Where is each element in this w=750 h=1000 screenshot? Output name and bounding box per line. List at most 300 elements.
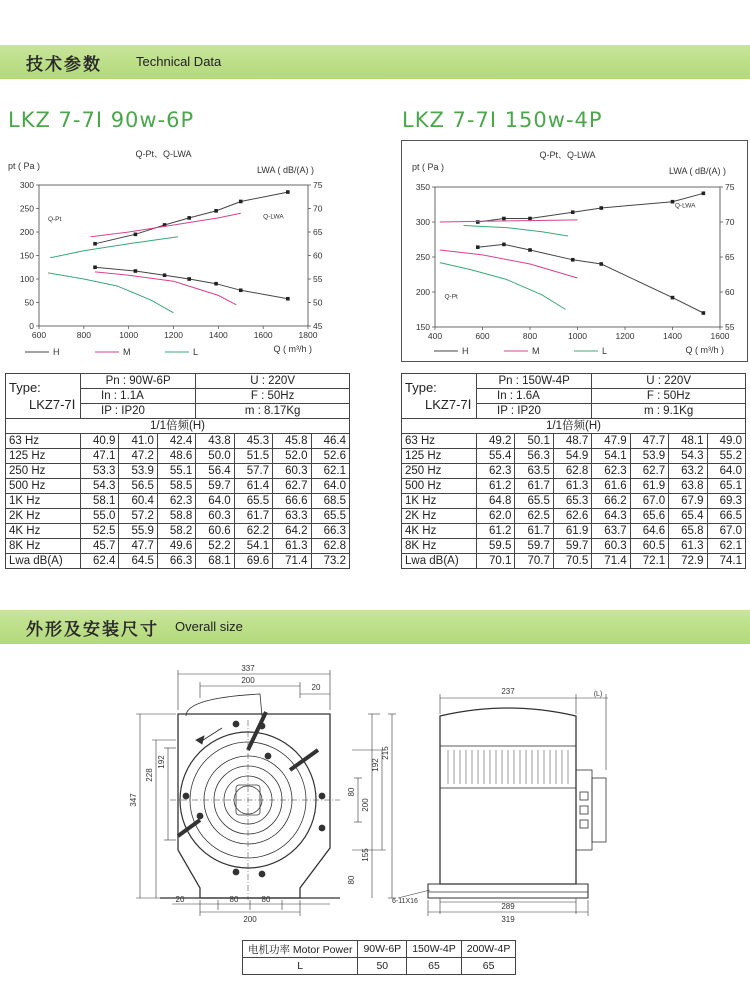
octave-value: 49.6 (157, 539, 195, 554)
octave-value: 65.1 (707, 479, 745, 494)
octave-value: 68.5 (311, 494, 349, 509)
dim-80-d: 80 (261, 895, 271, 904)
octave-value: 46.4 (311, 434, 349, 449)
type-value: LKZ7-7Ⅰ (425, 397, 472, 412)
octave-label: 500 Hz (402, 479, 477, 494)
octave-value: 61.4 (234, 479, 272, 494)
octave-value: 62.3 (477, 464, 515, 479)
octave-value: 48.7 (553, 434, 591, 449)
octave-label: 125 Hz (6, 449, 81, 464)
dim-80-c: 80 (229, 895, 239, 904)
octave-value: 61.6 (592, 479, 630, 494)
chart-title: Q-Pt、Q-LWA (135, 149, 192, 159)
type-value: LKZ7-7Ⅰ (29, 397, 76, 412)
data-point (93, 265, 97, 269)
data-point (502, 217, 506, 221)
y-tick-label-right: 75 (725, 182, 735, 192)
x-tick-label: 1800 (298, 330, 318, 340)
octave-label: 8K Hz (402, 539, 477, 554)
y-tick-label-left: 150 (415, 322, 430, 332)
octave-label: 63 Hz (402, 434, 477, 449)
dim-337: 337 (241, 664, 255, 673)
data-point (214, 282, 218, 286)
octave-value: 47.2 (119, 449, 157, 464)
left-performance-chart (5, 140, 353, 362)
octave-value: 42.4 (157, 434, 195, 449)
x-tick-label: 800 (76, 330, 91, 340)
x-tick-label: 400 (427, 331, 443, 341)
octave-value: 55.9 (119, 524, 157, 539)
octave-value: 62.1 (707, 539, 745, 554)
legend-label-H: H (462, 346, 469, 356)
octave-value: 62.0 (477, 509, 515, 524)
octave-value: 66.3 (157, 554, 195, 569)
ip-cell: IP : IP20 (81, 404, 196, 419)
y-axis-label-left: pt ( Pa ) (412, 162, 445, 172)
octave-value: 52.6 (311, 449, 349, 464)
octave-value: 58.8 (157, 509, 195, 524)
data-point (163, 273, 167, 277)
octave-label: 1K Hz (402, 494, 477, 509)
y-tick-label-left: 0 (29, 321, 34, 331)
y-tick-label-right: 65 (313, 227, 323, 237)
octave-value: 59.7 (196, 479, 234, 494)
data-point (702, 192, 706, 196)
octave-value: 41.0 (119, 434, 157, 449)
octave-value: 70.5 (553, 554, 591, 569)
type-label: Type: (405, 380, 437, 395)
y-axis-label-right: LWA ( dB/(A) ) (668, 166, 726, 176)
octave-row (6, 494, 350, 509)
motor-header-90w: 90W-6P (358, 941, 407, 958)
octave-value: 54.1 (592, 449, 630, 464)
y-axis-label-right: LWA ( dB/(A) ) (256, 165, 314, 175)
octave-value: 71.4 (273, 554, 311, 569)
data-point (187, 277, 191, 281)
octave-value: 69.6 (234, 554, 272, 569)
type-label: Type: (9, 380, 41, 395)
type-cell (6, 374, 81, 419)
octave-value: 62.8 (311, 539, 349, 554)
dim-L: (L) (593, 691, 603, 698)
dim-200-top: 200 (241, 676, 255, 685)
motor-header-150w: 150W-4P (407, 941, 462, 958)
octave-row (402, 554, 746, 569)
x-tick-label: 1000 (119, 330, 139, 340)
x-tick-label: 1600 (710, 331, 730, 341)
octave-value: 63.5 (515, 464, 553, 479)
octave-value: 61.2 (477, 524, 515, 539)
octave-value: 65.5 (234, 494, 272, 509)
motor-header-200w: 200W-4P (461, 941, 516, 958)
octave-value: 55.4 (477, 449, 515, 464)
octave-value: 40.9 (81, 434, 119, 449)
dimension-drawing (0, 650, 750, 935)
octave-value: 45.3 (234, 434, 272, 449)
octave-row (402, 494, 746, 509)
octave-value: 61.7 (515, 479, 553, 494)
u-cell: U : 220V (592, 374, 746, 389)
front-dimensions (136, 670, 396, 916)
dim-237: 237 (501, 687, 515, 696)
right-performance-chart (401, 140, 748, 362)
series-line-H (95, 192, 288, 244)
legend-label-L: L (193, 347, 199, 357)
y-tick-label-left: 250 (19, 203, 34, 214)
octave-value: 72.1 (630, 554, 668, 569)
octave-label: Lwa dB(A) (402, 554, 477, 569)
octave-value: 57.2 (119, 509, 157, 524)
octave-value: 72.9 (669, 554, 707, 569)
octave-value: 47.7 (119, 539, 157, 554)
f-cell: F : 50Hz (592, 389, 746, 404)
section-title-cn: 外形及安装尺寸 (26, 620, 159, 640)
octave-value: 54.3 (81, 479, 119, 494)
band-header: 1/1倍频(H) (6, 419, 350, 434)
octave-value: 64.3 (592, 509, 630, 524)
legend-label-M: M (123, 347, 131, 357)
octave-value: 65.3 (553, 494, 591, 509)
dim-hole: 6-11X16 (392, 898, 418, 905)
in-cell: In : 1.6A (477, 389, 592, 404)
data-point (702, 311, 706, 315)
octave-label: 1K Hz (6, 494, 81, 509)
octave-value: 54.9 (553, 449, 591, 464)
right-model-title: LKZ 7-7Ⅰ 150w-4P (402, 108, 603, 132)
octave-value: 62.5 (515, 509, 553, 524)
series-line-M (440, 250, 578, 278)
octave-value: 60.3 (196, 509, 234, 524)
chart-title: Q-Pt、Q-LWA (539, 150, 596, 160)
octave-label: Lwa dB(A) (6, 554, 81, 569)
octave-value: 66.5 (707, 509, 745, 524)
octave-value: 64.6 (630, 524, 668, 539)
octave-value: 60.3 (592, 539, 630, 554)
octave-value: 66.2 (592, 494, 630, 509)
octave-row (402, 539, 746, 554)
octave-value: 62.2 (234, 524, 272, 539)
legend-label-L: L (602, 346, 608, 356)
octave-value: 69.3 (707, 494, 745, 509)
octave-value: 62.6 (553, 509, 591, 524)
octave-value: 63.7 (592, 524, 630, 539)
octave-value: 61.9 (630, 479, 668, 494)
octave-row (6, 434, 350, 449)
octave-value: 64.2 (273, 524, 311, 539)
octave-row (6, 539, 350, 554)
ip-cell: IP : IP20 (477, 404, 592, 419)
octave-row (402, 449, 746, 464)
data-point (239, 200, 243, 204)
octave-row (6, 554, 350, 569)
octave-value: 53.9 (119, 464, 157, 479)
octave-value: 47.9 (592, 434, 630, 449)
octave-value: 61.9 (553, 524, 591, 539)
y-tick-label-left: 200 (19, 227, 34, 237)
dim-192-left: 192 (157, 755, 166, 769)
dim-347: 347 (129, 793, 138, 807)
octave-value: 50.1 (515, 434, 553, 449)
y-tick-label-left: 150 (19, 250, 34, 261)
octave-value: 68.1 (196, 554, 234, 569)
octave-value: 59.5 (477, 539, 515, 554)
data-point (599, 206, 603, 210)
octave-value: 60.4 (119, 494, 157, 509)
x-tick-label: 1200 (164, 330, 183, 340)
octave-row (6, 524, 350, 539)
legend-label-M: M (532, 346, 540, 356)
motor-row-200w: 65 (461, 958, 516, 975)
data-point (599, 262, 603, 266)
x-tick-label: 600 (31, 330, 47, 340)
octave-value: 61.3 (669, 539, 707, 554)
octave-value: 65.4 (669, 509, 707, 524)
y-tick-label-right: 55 (313, 274, 323, 284)
right-spec-table (401, 373, 746, 569)
series-line-L (440, 263, 566, 310)
curve-annotation: Q-LWA (263, 213, 284, 221)
y-tick-label-left: 50 (24, 297, 34, 308)
y-tick-label-right: 60 (725, 287, 735, 297)
octave-row (6, 464, 350, 479)
y-tick-label-right: 65 (725, 252, 735, 262)
octave-label: 250 Hz (6, 464, 81, 479)
y-tick-label-left: 100 (19, 274, 34, 284)
y-tick-label-left: 250 (415, 252, 430, 262)
octave-value: 62.7 (273, 479, 311, 494)
octave-value: 61.7 (515, 524, 553, 539)
section-band-technical-data (0, 45, 750, 79)
octave-value: 62.4 (81, 554, 119, 569)
octave-value: 61.3 (273, 539, 311, 554)
octave-value: 63.3 (273, 509, 311, 524)
octave-label: 2K Hz (402, 509, 477, 524)
dim-80: 80 (347, 787, 356, 797)
side-view (428, 708, 606, 898)
data-point (528, 217, 532, 221)
dim-192-right: 192 (371, 758, 380, 772)
x-tick-label: 1000 (568, 331, 587, 341)
y-axis-label-left: pt ( Pa ) (8, 161, 41, 171)
dim-20-bottom: 20 (175, 895, 185, 904)
left-chart-svg (5, 140, 353, 362)
dim-80-bottom: 80 (347, 875, 356, 885)
octave-row (402, 434, 746, 449)
octave-value: 47.7 (630, 434, 668, 449)
m-cell: m : 9.1Kg (592, 404, 746, 419)
octave-value: 64.0 (196, 494, 234, 509)
octave-value: 62.3 (592, 464, 630, 479)
left-model-title: LKZ 7-7Ⅰ 90w-6P (8, 108, 195, 132)
octave-value: 67.0 (630, 494, 668, 509)
octave-value: 64.0 (707, 464, 745, 479)
x-axis-label: Q ( m³/h ) (273, 344, 312, 354)
octave-value: 66.6 (273, 494, 311, 509)
octave-value: 49.0 (707, 434, 745, 449)
octave-row (6, 479, 350, 494)
curve-annotation: Q-LWA (674, 202, 696, 210)
data-point (528, 248, 532, 252)
data-point (239, 288, 243, 292)
octave-value: 53.9 (630, 449, 668, 464)
motor-power-table (242, 940, 516, 975)
f-cell: F : 50Hz (196, 389, 350, 404)
octave-label: 125 Hz (402, 449, 477, 464)
octave-value: 71.4 (592, 554, 630, 569)
octave-value: 60.3 (273, 464, 311, 479)
octave-value: 45.7 (81, 539, 119, 554)
x-axis-label: Q ( m³/h ) (685, 345, 724, 355)
motor-row-150w: 65 (407, 958, 462, 975)
octave-value: 58.2 (157, 524, 195, 539)
octave-value: 60.6 (196, 524, 234, 539)
octave-value: 64.5 (119, 554, 157, 569)
octave-value: 65.5 (311, 509, 349, 524)
octave-value: 62.1 (311, 464, 349, 479)
octave-value: 59.7 (515, 539, 553, 554)
octave-row (402, 479, 746, 494)
octave-label: 4K Hz (402, 524, 477, 539)
octave-value: 55.0 (81, 509, 119, 524)
octave-value: 53.3 (81, 464, 119, 479)
octave-value: 59.7 (553, 539, 591, 554)
y-tick-label-left: 350 (415, 182, 430, 192)
motor-header-label: 电机功率 Motor Power (243, 941, 358, 958)
dim-289: 289 (501, 902, 515, 911)
octave-value: 73.2 (311, 554, 349, 569)
dim-319: 319 (501, 915, 515, 924)
curve-annotation: Q-Pt (444, 293, 458, 301)
octave-row (6, 449, 350, 464)
x-tick-label: 600 (475, 331, 490, 341)
octave-value: 63.8 (669, 479, 707, 494)
pn-cell: Pn : 90W-6P (81, 374, 196, 389)
data-point (214, 209, 218, 213)
section-band-overall-size (0, 610, 750, 644)
octave-value: 61.2 (477, 479, 515, 494)
data-point (571, 258, 575, 262)
side-dim-labels (392, 687, 602, 924)
section-title-cn: 技术参数 (26, 55, 102, 75)
octave-value: 65.5 (515, 494, 553, 509)
octave-value: 60.5 (630, 539, 668, 554)
octave-label: 2K Hz (6, 509, 81, 524)
y-tick-label-right: 60 (313, 250, 323, 261)
y-tick-label-right: 55 (725, 322, 735, 332)
in-cell: In : 1.1A (81, 389, 196, 404)
octave-value: 57.7 (234, 464, 272, 479)
motor-row-label: L (243, 958, 358, 975)
octave-row (6, 509, 350, 524)
series-line-M (440, 220, 578, 222)
octave-label: 8K Hz (6, 539, 81, 554)
octave-value: 45.8 (273, 434, 311, 449)
octave-value: 61.7 (234, 509, 272, 524)
octave-value: 62.8 (553, 464, 591, 479)
octave-value: 56.3 (515, 449, 553, 464)
data-point (476, 245, 480, 249)
y-tick-label-right: 75 (313, 180, 323, 190)
section-title-en: Overall size (175, 619, 243, 634)
data-point (671, 296, 675, 300)
y-tick-label-left: 300 (415, 217, 430, 227)
octave-value: 66.3 (311, 524, 349, 539)
octave-label: 63 Hz (6, 434, 81, 449)
dim-228: 228 (145, 768, 154, 782)
octave-label: 500 Hz (6, 479, 81, 494)
octave-value: 51.5 (234, 449, 272, 464)
x-tick-label: 1200 (615, 331, 635, 341)
octave-value: 49.2 (477, 434, 515, 449)
y-tick-label-left: 200 (415, 287, 430, 297)
octave-value: 67.9 (669, 494, 707, 509)
dim-215: 215 (381, 746, 390, 760)
octave-value: 58.1 (81, 494, 119, 509)
data-point (502, 243, 506, 247)
x-tick-label: 1400 (208, 330, 228, 340)
octave-value: 52.2 (196, 539, 234, 554)
octave-label: 250 Hz (402, 464, 477, 479)
octave-value: 52.0 (273, 449, 311, 464)
octave-row (402, 524, 746, 539)
curve-annotation: Q-Pt (47, 215, 62, 223)
octave-value: 54.1 (234, 539, 272, 554)
octave-value: 52.5 (81, 524, 119, 539)
left-spec-table (5, 373, 350, 569)
data-point (476, 220, 480, 224)
octave-value: 54.3 (669, 449, 707, 464)
data-point (286, 190, 290, 194)
series-line-H (478, 193, 704, 222)
y-tick-label-right: 45 (313, 321, 323, 331)
data-point (134, 269, 138, 273)
data-point (671, 200, 675, 204)
octave-value: 56.5 (119, 479, 157, 494)
section-title-en: Technical Data (136, 54, 222, 69)
octave-value: 43.8 (196, 434, 234, 449)
octave-value: 64.0 (311, 479, 349, 494)
dim-200-right: 200 (361, 798, 370, 812)
octave-value: 55.2 (707, 449, 745, 464)
series-line-L (50, 237, 178, 258)
octave-value: 61.3 (553, 479, 591, 494)
x-tick-label: 1600 (253, 330, 273, 340)
y-tick-label-right: 70 (725, 217, 735, 227)
octave-value: 56.4 (196, 464, 234, 479)
octave-value: 48.6 (157, 449, 195, 464)
octave-value: 55.1 (157, 464, 195, 479)
dim-20-top: 20 (311, 683, 321, 692)
octave-value: 58.5 (157, 479, 195, 494)
octave-value: 67.0 (707, 524, 745, 539)
series-line-L (464, 226, 569, 237)
octave-value: 65.8 (669, 524, 707, 539)
data-point (286, 297, 290, 301)
y-tick-label-right: 50 (313, 297, 323, 308)
octave-row (402, 509, 746, 524)
legend-label-H: H (53, 347, 60, 357)
octave-value: 64.8 (477, 494, 515, 509)
octave-value: 48.1 (669, 434, 707, 449)
right-chart-svg (402, 141, 747, 361)
y-tick-label-left: 300 (19, 180, 34, 190)
motor-row-90w: 50 (358, 958, 407, 975)
type-cell (402, 374, 477, 419)
octave-value: 65.6 (630, 509, 668, 524)
data-point (93, 242, 97, 246)
front-view (160, 694, 340, 900)
y-tick-label-right: 70 (313, 203, 323, 214)
